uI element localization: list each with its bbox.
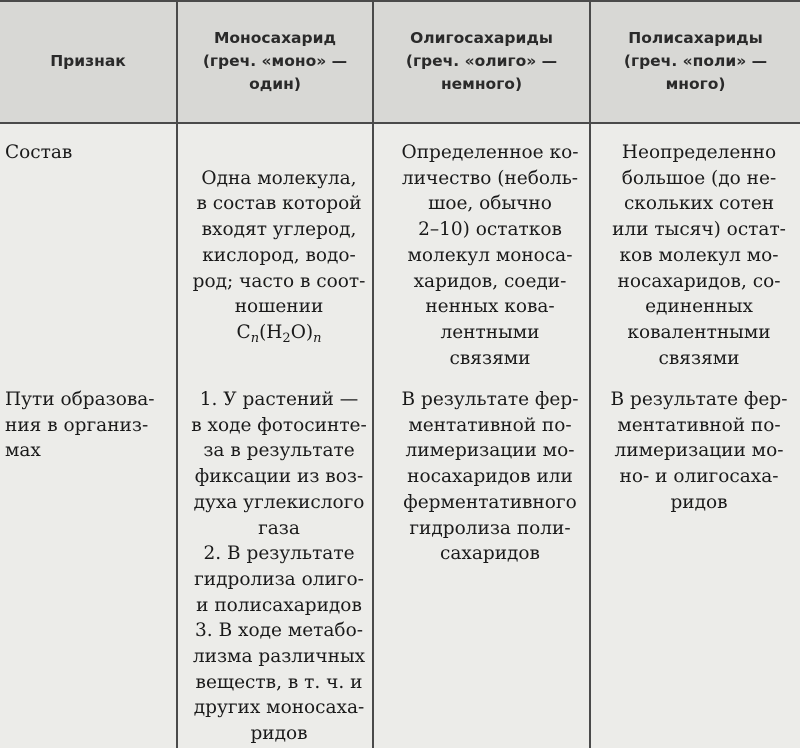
formula-o: O) [290,321,314,343]
formula-subscript-2: 2 [282,330,291,346]
header-polysaccharides [591,0,800,122]
header-polysaccharides-label: Полисахариды (греч. «поли» — много) [623,28,768,93]
formula-h: (H [259,321,283,343]
row-formation-oligo: В результате фер- ментативной по- лимеризации мо- носахаридов или ферментативного гидролиза поли- сахаридов [401,389,579,565]
table-top-border [0,0,800,2]
column-divider-1 [176,0,178,748]
row-formation-mono: 1. У растений — в ходе фотосинте- за в результате фиксации из воз- духа углекислого газа 2. В результате гидролиза олиго- и полисахаридов 3. В ходе метабо- лизма различных веществ, в т. ч. и других моносаха- ридов [191,389,367,745]
mono-composition-text: Одна молекула, в состав которой входят углерод, кислород, водо- род; часто в соот- ношении [192,167,366,318]
formula-subscript-n: n [250,330,260,346]
formula-subscript-n2: n [313,330,322,346]
header-oligosaccharides [374,0,589,122]
header-divider [0,122,800,124]
header-feature-label: Признак [50,51,126,70]
row-composition-oligo: Определенное ко- личество (неболь- шое, обычно 2–10) остатков молекул моноса- харидов, соеди- ненных кова- лентными связями [401,142,579,369]
header-monosaccharide [178,0,372,122]
header-monosaccharide-label: Моносахарид (греч. «моно» — один) [202,28,348,93]
header-oligosaccharides-label: Олигосахариды (греч. «олиго» — немного) [405,28,558,93]
row-composition-mono [184,140,374,377]
row-composition-poly: Неопределенно большое (до не- скольких сотен или тысяч) остат- ков молекул мо- носахаридов, со- единенных ковалентными связями [612,142,786,369]
formula-c: C [236,321,251,343]
header-feature [0,0,176,122]
row-composition-label: Состав [5,142,73,163]
column-divider-3 [589,0,591,748]
general-formula [184,320,374,352]
row-formation-poly: В результате фер- ментативной по- лимеризации мо- но- и олигосаха- ридов [610,389,788,513]
row-formation-label: Пути образова- ния в организ- мах [5,389,155,462]
